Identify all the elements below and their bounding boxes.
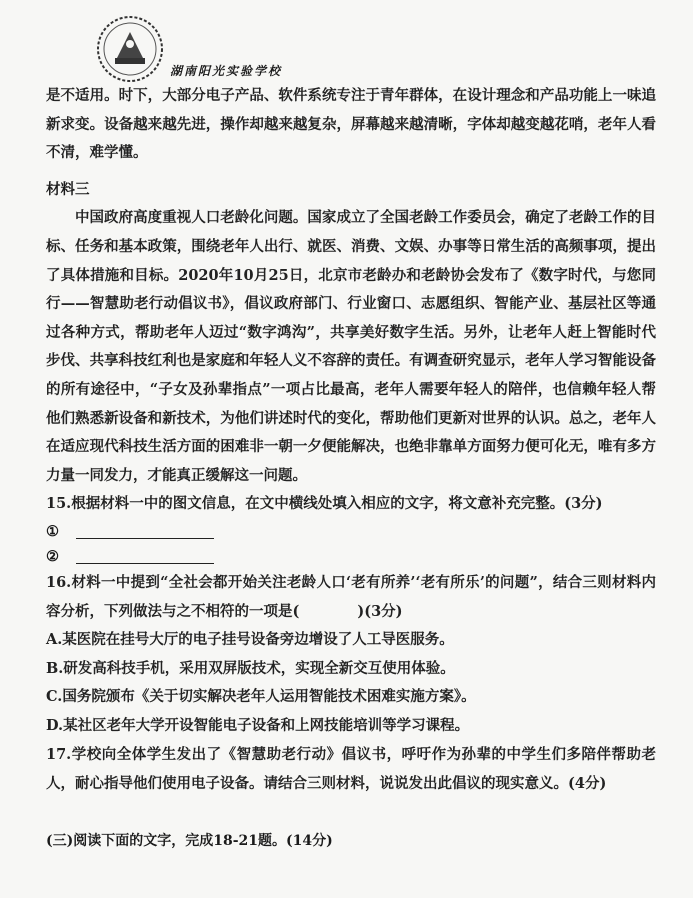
question-16-option-c: C.国务院颁布《关于切实解决老年人运用智能技术困难实施方案》。 [46,688,476,706]
question-16-option-b: B.研发高科技手机，采用双屏版技术，实现全新交互使用体验。 [46,659,455,677]
answer-blank-2 [46,544,656,569]
question-16: 16.材料一中提到“全社会都开始关注老龄人口‘老有所养’‘老有所乐’的问题”，结合三则材料内容分析，下列做法与之不相符的一项是( )(3分) [46,573,656,620]
school-name: 湖南阳光实验学校 [170,64,283,78]
question-16-option-a: A.某医院在挂号大厅的电子挂号设备旁边增设了人工导医服务。 [46,631,454,649]
material3-heading: 材料三 [46,180,90,198]
blank-2-underline [76,549,214,564]
question-17: 17.学校向全体学生发出了《智慧助老行动》倡议书，呼吁作为孙辈的中学生们多陪伴帮助老人，耐心指导他们使用电子设备。请结合三则材料，说说发出此倡议的现实意义。(4分) [46,746,656,793]
answer-blank-1 [46,519,656,544]
section-3-heading: (三)阅读下面的文字，完成18-21题。(14分) [46,833,333,849]
document-body [46,82,656,799]
question-16-option-d: D.某社区老年大学开设智能电子设备和上网技能培训等学习课程。 [46,716,470,734]
material3-paragraph: 中国政府高度重视人口老龄化问题。国家成立了全国老龄工作委员会，确定了老龄工作的目标、任务和基本政策，围绕老年人出行、就医、消费、文娱、办事等日常生活的高频事项，提出了具体措施和目标。2020年10月25日，北京市老龄办和老龄协会发布了《数字时代，与您同行——智慧助老行动倡议书》，倡议政府部门、行业窗口、志愿组织、智能产业、基层社区等通过各种方式，帮助老年人迈过“数字鸿沟”，共享美好数字生活。另外，让老年人赶上智能时代步伐、共享科技红利也是家庭和年轻人义不容辞的责任。有调查研究显示，老年人学习智能设备的所有途径中，“子女及孙辈指点”一项占比最高，老年人需要年轻人的陪伴，也信赖年轻人帮他们熟悉新设备和新技术，为他们讲述时代的变化，帮助他们更新对世界的认识。总之，老年人在适应现代科技生活方面的困难非一朝一夕便能解决，也绝非靠单方面努力便可化无，唯有多方力量一同发力，才能真正缓解这一问题。 [46,209,656,484]
school-seal-logo [95,14,165,84]
blank-1-marker: ① [46,522,59,540]
blank-1-underline [76,524,214,539]
blank-2-marker: ② [46,547,59,565]
intro-paragraph: 是不适用。时下，大部分电子产品、软件系统专注于青年群体，在设计理念和产品功能上一味追新求变。设备越来越先进，操作却越来越复杂，屏幕越来越清晰，字体却越变越花哨，老年人看不清，难学懂。 [46,87,656,162]
question-15: 15.根据材料一中的图文信息，在文中横线处填入相应的文字，将文意补充完整。(3分) [46,495,603,513]
